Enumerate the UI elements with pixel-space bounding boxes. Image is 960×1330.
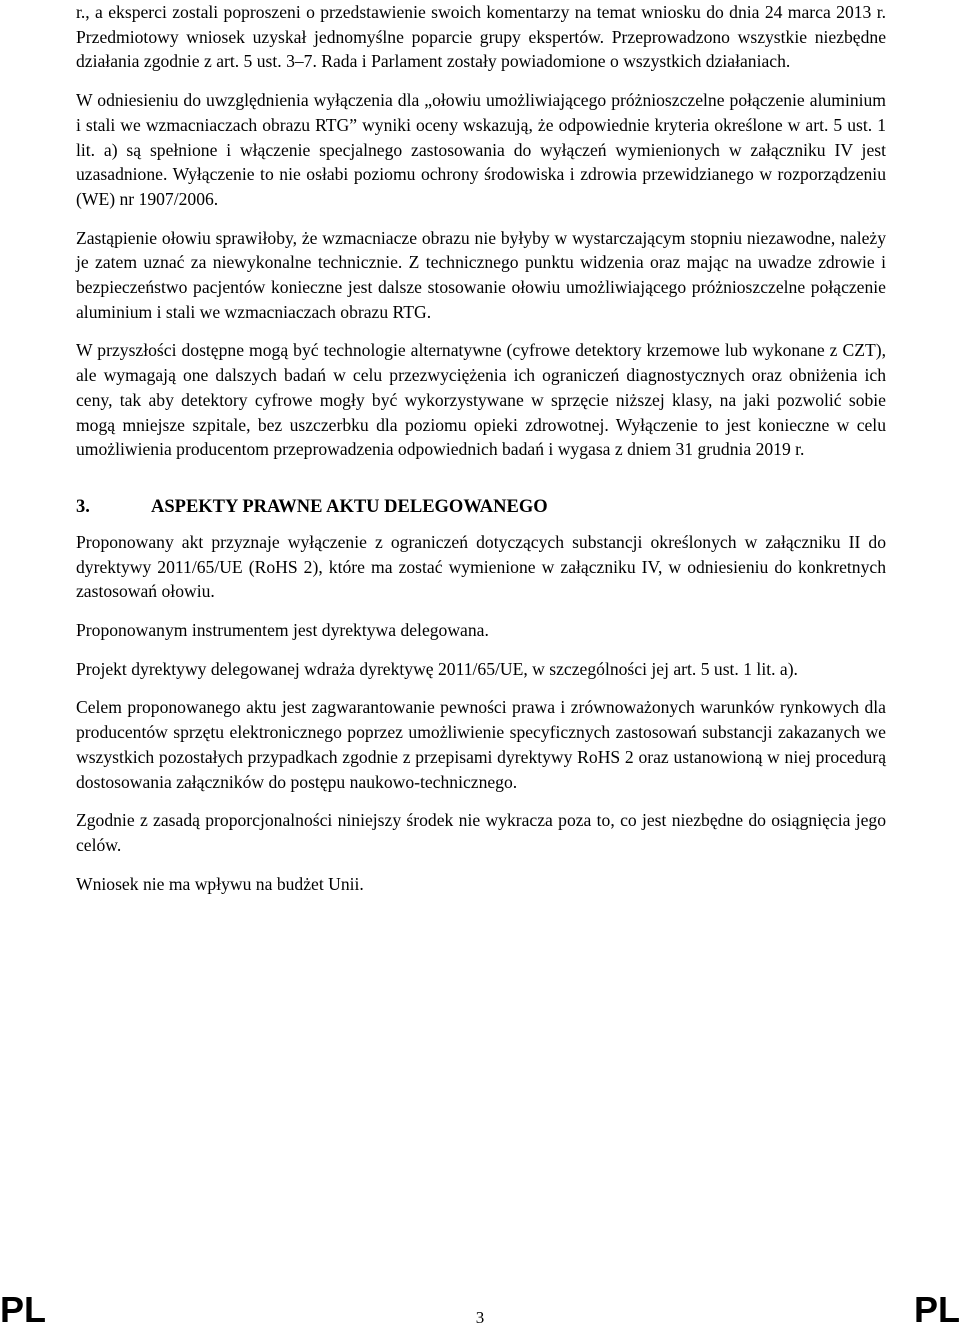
section-title: ASPEKTY PRAWNE AKTU DELEGOWANEGO (151, 496, 548, 517)
paragraph-objective: Celem proponowanego aktu jest zagwarantowanie pewności prawa i zrównoważonych warunków rynkowych dla producentów sprzętu elektronicznego poprzez umożliwienie specyficznych zastosowań substancji zakazanych we wszystkich pozostałych przypadkach zgodnie z przepisami dyrektywy RoHS 2 oraz ustanowioną w niej procedurą dostosowania załączników do postępu naukowo-technicznego. (76, 697, 886, 792)
paragraph-proposed-act: Proponowany akt przyznaje wyłączenie z ograniczeń dotyczących substancji określonych w załączniku II do dyrektywy 2011/65/UE (RoHS 2), które ma zostać wymienione w załączniku IV, w odniesieniu do konkretnych zastosowań ołowiu. (76, 531, 886, 602)
paragraph-future-alternatives: W przyszłości dostępne mogą być technologie alternatywne (cyfrowe detektory krzemowe lub wykonane z CZT), ale wymagają one dalszych badań w celu przezwyciężenia ich ograniczeń diagnostycznych oraz obniżenia ich ceny, tak aby detektory cyfrowe mogły być wykorzystywane w sprzęcie niższej klasy, na jaki pozwolić sobie mogą mniejsze szpitale, bez uszczerbku dla poziomu opieki zdrowotnej. Wyłączenie to jest konieczne w celu umożliwienia producentom przeprowadzenia odpowiednich badań i wygasa z dniem 31 grudnia 2019 r. (76, 340, 886, 460)
paragraph-instrument: Proponowanym instrumentem jest dyrektywa delegowana. (76, 620, 489, 641)
document-body (76, 0, 886, 910)
paragraph-budget: Wniosek nie ma wpływu na budżet Unii. (76, 873, 364, 894)
footer-language-left: PL (0, 1289, 47, 1330)
paragraph-implementation: Projekt dyrektywy delegowanej wdraża dyrektywę 2011/65/UE, w szczególności jej art. 5 ust. 1 lit. a). (76, 658, 798, 679)
section-heading (76, 494, 886, 520)
paragraph-consultation: r., a eksperci zostali poproszeni o przedstawienie swoich komentarzy na temat wniosku do dnia 24 marca 2013 r. Przedmiotowy wniosek uzyskał jednomyślne poparcie grupy ekspertów. Przeprowadzono wszystkie niezbędne działania zgodnie z art. 5 ust. 3–7. Rada i Parlament zostały powiadomione o wszystkich działaniach. (76, 2, 886, 72)
footer-language-right: PL (913, 1289, 960, 1330)
paragraph-proportionality: Zgodnie z zasadą proporcjonalności niniejszy środek nie wykracza poza to, co jest niezbędne do osiągnięcia jego celów. (76, 810, 886, 855)
page-number: 3 (475, 1308, 485, 1327)
paragraph-lead-substitution: Zastąpienie ołowiu sprawiłoby, że wzmacniacze obrazu nie byłyby w wystarczającym stopniu niezawodne, należy je zatem uznać za niewykonalne technicznie. Z technicznego punktu widzenia oraz mając na uwadze zdrowie i bezpieczeństwo pacjentów konieczne jest dalsze stosowanie ołowiu umożliwiającego próżnioszczelne połączenie aluminium i stali we wzmacniaczach obrazu RTG. (76, 227, 886, 322)
section-number: 3. (76, 496, 90, 517)
paragraph-exemption-assessment: W odniesieniu do uwzględnienia wyłączenia dla „ołowiu umożliwiającego próżnioszczelne połączenie aluminium i stali we wzmacniaczach obrazu RTG” wyniki oceny wskazują, że odpowiednie kryteria określone w art. 5 ust. 1 lit. a) są spełnione i włączenie specjalnego zastosowania do wyłączeń wymienionych w załączniku IV jest uzasadnione. Wyłączenie to nie osłabi poziomu ochrony środowiska i zdrowia przewidzianego w rozporządzeniu (WE) nr 1907/2006. (76, 90, 886, 209)
